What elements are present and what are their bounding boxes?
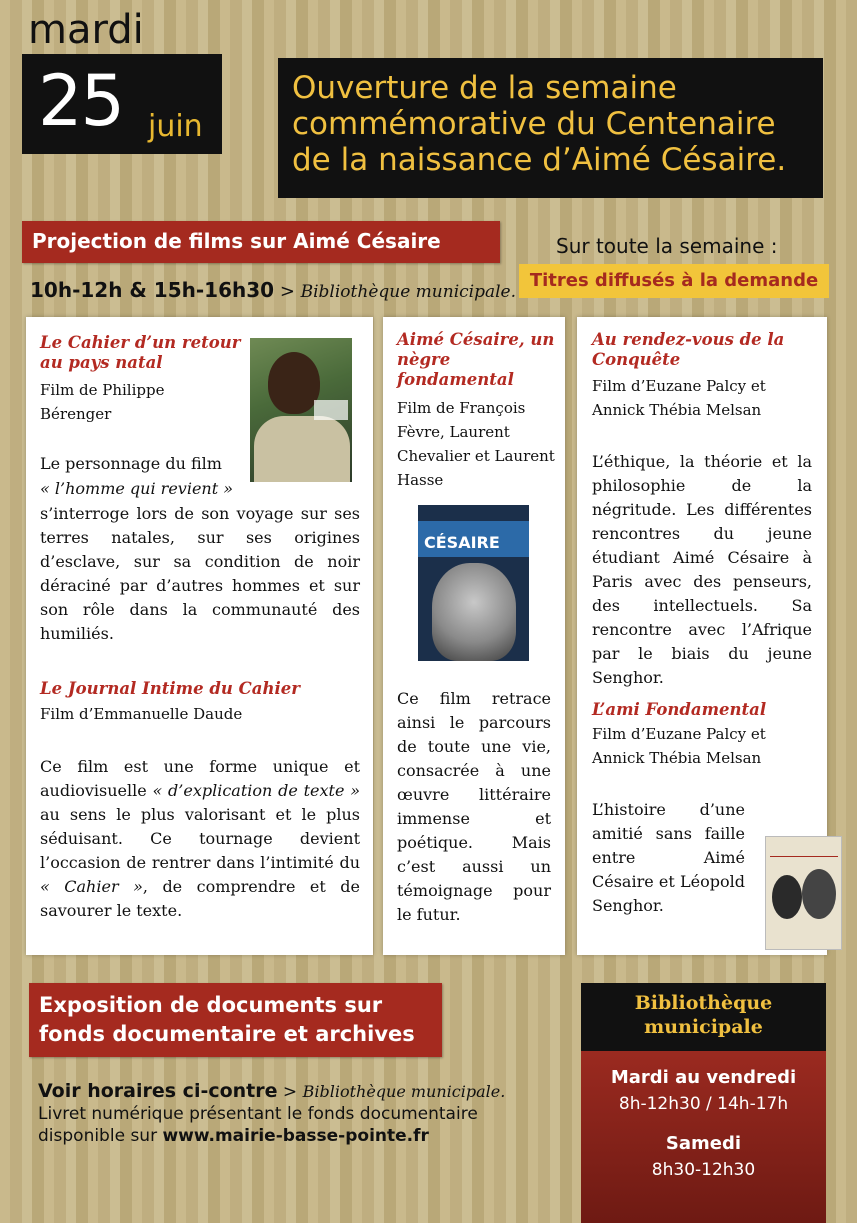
website-prefix: disponible sur xyxy=(38,1126,163,1146)
exposition-separator: > xyxy=(277,1082,303,1102)
desc-quote-explication: « d’explication de texte » xyxy=(152,781,361,800)
film-desc-journal-intime xyxy=(40,755,360,923)
library-hours-weekday: 8h-12h30 / 14h-17h xyxy=(618,1094,789,1114)
projection-place: Bibliothèque municipale. xyxy=(300,282,517,302)
film-title-negre-fondamental: Aimé Césaire, un nègre fondamental xyxy=(397,330,555,389)
library-hours-saturday: 8h30-12h30 xyxy=(651,1160,756,1180)
event-title-line-2: commémorative du Centenaire xyxy=(292,106,776,142)
poster-ami-fondamental xyxy=(765,836,842,950)
library-days-weekday: Mardi au vendredi xyxy=(610,1067,797,1088)
schedule-separator: > xyxy=(274,281,301,302)
film-title-rendez-vous: Au rendez-vous de la Conquête xyxy=(592,330,785,369)
on-demand-badge: Titres diffusés à la demande xyxy=(519,264,829,298)
film-title-cahier-retour: Le Cahier d’un retour au pays natal xyxy=(40,333,241,372)
website-link[interactable]: www.mairie-basse-pointe.fr xyxy=(162,1126,429,1146)
library-title-line-1: Bibliothèque xyxy=(634,992,773,1014)
poster-negre-fondamental xyxy=(418,505,529,661)
film-desc-rendez-vous: L’éthique, la théorie et la philosophie de la négritude. Les différentes rencontres du jeune étudiant Aimé Césaire à Paris avec des penseurs, des intellectuels. Sa rencontre avec l’Afrique par le biais du jeune Senghor. xyxy=(592,452,812,687)
library-hours-box xyxy=(581,1051,826,1223)
film-credit-cahier-retour: Film de Philippe Bérenger xyxy=(40,381,165,423)
film-credit-negre-fondamental: Film de François Fèvre, Laurent Chevalier et Laurent Hasse xyxy=(397,399,555,489)
month-label: juin xyxy=(148,109,203,144)
projection-ribbon: Projection de films sur Aimé Césaire xyxy=(22,221,500,263)
film-desc-cahier-intro: Le personnage du film xyxy=(40,454,222,473)
weekday-label: mardi xyxy=(28,7,144,53)
film-credit-journal-intime: Film d’Emmanuelle Daude xyxy=(40,705,243,723)
event-title-box xyxy=(278,58,823,198)
poster-cahier-retour xyxy=(250,338,352,482)
projection-hours: 10h-12h & 15h-16h30 xyxy=(30,278,275,302)
poster-title: CÉSAIRE xyxy=(424,533,500,552)
library-title-box xyxy=(581,983,826,1051)
exposition-ribbon-line-1: Exposition de documents sur xyxy=(39,993,383,1017)
library-days-saturday: Samedi xyxy=(665,1133,742,1154)
film-desc-negre-fondamental: Ce film retrace ainsi le parcours de toute une vie, consacrée à une œuvre littéraire immense et poétique. Mais c’est aussi un témoignage pour le futur. xyxy=(397,689,551,924)
desc-quote-cahier: « Cahier » xyxy=(40,877,143,896)
event-title-line-3: de la naissance d’Aimé Césaire. xyxy=(292,142,787,178)
desc-part-c: , de comprendre et de savourer le texte. xyxy=(40,877,360,920)
film-title-journal-intime: Le Journal Intime du Cahier xyxy=(40,679,300,698)
projection-schedule xyxy=(30,278,516,302)
day-number: 25 xyxy=(38,60,124,142)
exposition-ribbon-line-2: fonds documentaire et archives xyxy=(39,1022,415,1046)
library-title-line-2: municipale xyxy=(644,1016,763,1038)
desc-part-a: Ce film est une forme unique et audiovisuelle xyxy=(40,757,360,800)
film-desc-ami-fondamental: L’histoire d’une amitié sans faille entre Aimé Césaire et Léopold Senghor. xyxy=(592,800,745,915)
desc-part-b: au sens le plus valorisant et le plus séduisant. Ce tournage devient l’occasion de rentrer dans l’intimité du xyxy=(40,805,360,872)
film-quote-homme: « l’homme qui revient » xyxy=(40,479,234,498)
voir-horaires: Voir horaires ci-contre xyxy=(38,1080,278,1102)
exposition-info xyxy=(38,1080,558,1147)
exposition-website-line xyxy=(38,1125,558,1147)
exposition-booklet-line: Livret numérique présentant le fonds documentaire xyxy=(38,1104,478,1124)
film-credit-rendez-vous: Film d’Euzane Palcy et Annick Thébia Melsan xyxy=(592,377,766,419)
exposition-place: Bibliothèque municipale. xyxy=(302,1082,506,1101)
exposition-hours-line xyxy=(38,1080,558,1103)
week-label: Sur toute la semaine : xyxy=(556,234,778,258)
exposition-ribbon xyxy=(29,983,442,1057)
film-title-ami-fondamental: L’ami Fondamental xyxy=(592,700,767,719)
film-credit-ami-fondamental: Film d’Euzane Palcy et Annick Thébia Melsan xyxy=(592,725,766,767)
film-desc-cahier-body: s’interroge lors de son voyage sur ses terres natales, sur ses origines d’esclave, sur sa condition de noir déraciné par d’autres hommes et sur son rôle dans la communauté des humiliés. xyxy=(40,504,360,643)
event-title-line-1: Ouverture de la semaine xyxy=(292,70,677,106)
